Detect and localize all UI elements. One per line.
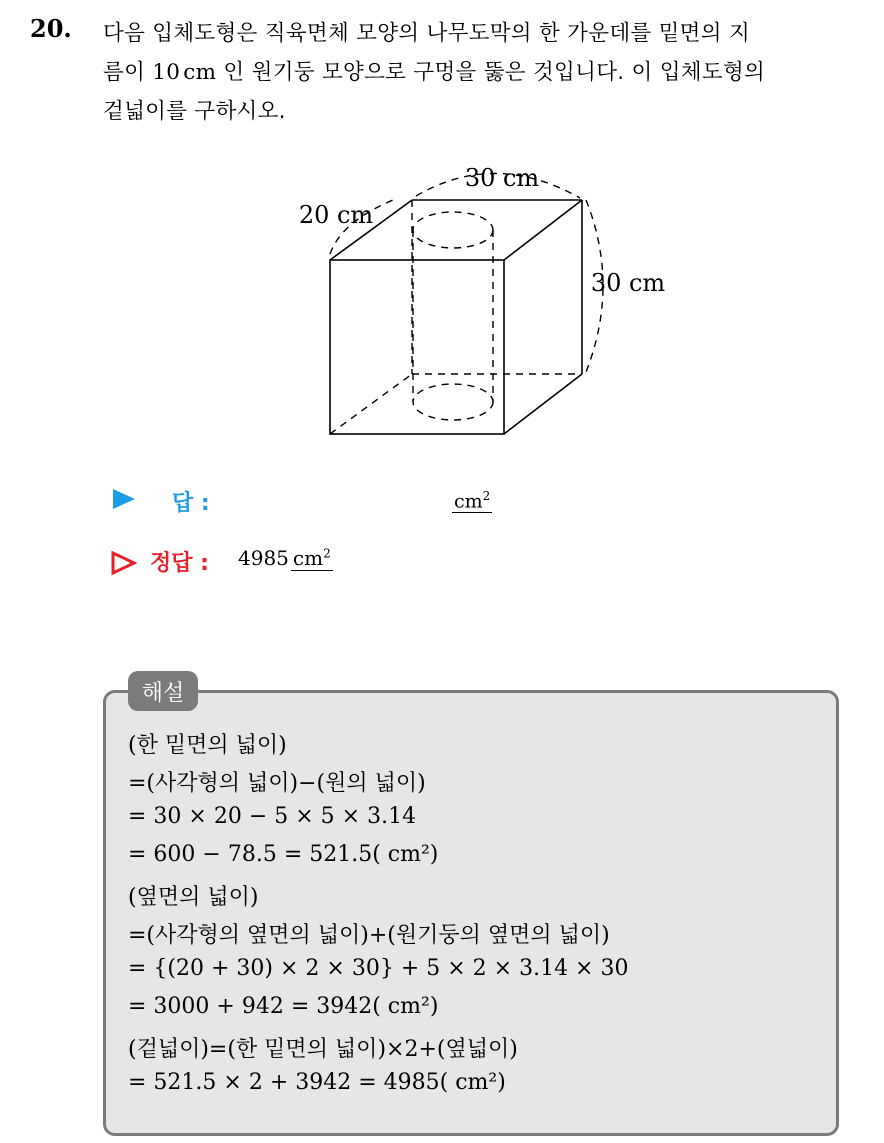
hidden-bottom-left-edge: [330, 374, 412, 434]
cylinder-top-ellipse: [413, 212, 493, 248]
question-text-line-3: 겉넓이를 구하시오.: [103, 99, 286, 124]
explanation-line: = 3000 + 942 = 3942( cm²): [128, 994, 439, 1019]
bottom-right-edge: [504, 374, 582, 434]
explanation-line: = 30 × 20 − 5 × 5 × 3.14: [128, 804, 417, 829]
answer-unit[interactable]: [452, 485, 492, 513]
explanation-tag: 해설: [128, 671, 198, 711]
diameter-value: 10: [152, 60, 181, 85]
explanation-line: (한 밑면의 넓이): [128, 733, 287, 758]
label-length-30cm: 30 cm: [464, 164, 540, 192]
label-width-20cm: 20 cm: [298, 201, 374, 229]
question-text-line-1: 다음 입체도형은 직육면체 모양의 나무도막의 한 가운데를 밑면의 지: [103, 21, 751, 46]
explanation-line: = 600 − 78.5 = 521.5( cm²): [128, 842, 439, 867]
correct-value: [238, 546, 333, 570]
explanation-line: =(사각형의 옆면의 넓이)+(원기둥의 옆면의 넓이): [128, 923, 610, 948]
diameter-unit: cm: [183, 60, 217, 85]
explanation-line: = 521.5 × 2 + 3942 = 4985( cm²): [128, 1070, 506, 1095]
question-text-line-2-after: 인 원기둥 모양으로 구멍을 뚫은 것입니다. 이 입체도형의: [223, 60, 766, 85]
answer-arrow-icon: [111, 487, 137, 511]
answer-unit-exponent: 2: [482, 489, 491, 503]
front-face: [330, 260, 504, 434]
answer-unit-text: cm: [454, 490, 483, 513]
explanation-line: =(사각형의 넓이)−(원의 넓이): [128, 771, 426, 796]
label-height-30cm: 30 cm: [590, 269, 666, 297]
question-text-line-2: [103, 55, 765, 86]
explanation-line: (옆면의 넓이): [128, 885, 259, 910]
explanation-line: = {(20 + 30) × 2 × 30} + 5 × 2 × 3.14 × 30: [128, 956, 629, 981]
correct-arrow-icon: [110, 550, 138, 576]
correct-unit: $cm^2$: [292, 546, 331, 570]
question-text-line-2-before: 름이: [103, 60, 146, 85]
explanation-line: (겉넓이)=(한 밑면의 넓이)×2+(옆넓이): [128, 1037, 518, 1062]
cylinder-bottom-ellipse: [413, 384, 493, 420]
correct-label: 정답 :: [150, 551, 209, 576]
correct-number: 4985: [238, 546, 289, 570]
top-right-edge: [504, 200, 582, 260]
cuboid-with-hole-figure: [280, 150, 680, 450]
answer-label: 답 :: [172, 491, 210, 516]
question-number: 20.: [30, 14, 72, 43]
